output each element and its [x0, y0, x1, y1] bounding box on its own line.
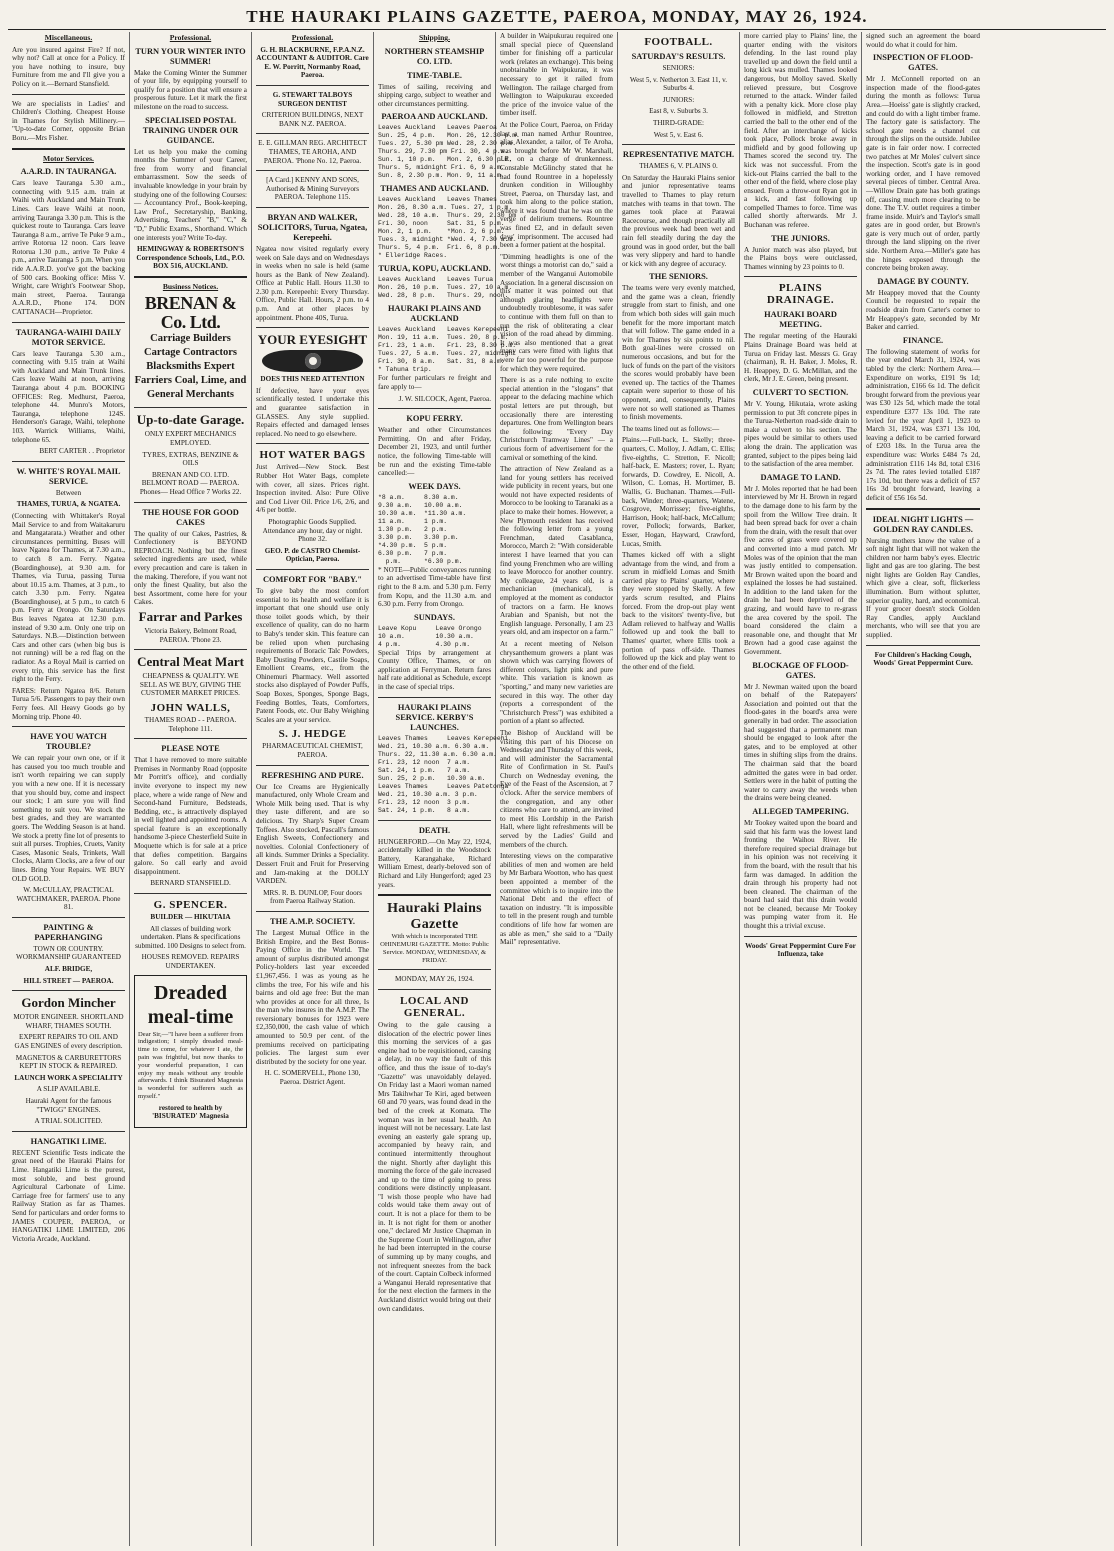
article-subheading: HAURAKI BOARD MEETING. — [764, 310, 837, 330]
ad-line: THAMES ROAD - - PAEROA. Telephone 111. — [144, 715, 237, 733]
ad-line: BUILDER — HIKUTAIA — [150, 913, 231, 922]
timetable: Leaves Thames Leaves Kerepeehi Wed. 21, 10.30 a.m. 6.30 a.m. Thurs. 22, 11.30 a.m. 6.30 a.m. Fri. 23, 12 noon 7 a.m. Sat. 24, 1 p.m. 7 a.m. Sun. 25, 2 p.m. 10.30 a.m. Leaves Thames Leaves Patetonga Wed. 21, 10.30 a.m. 3 p.m. Fri. 23, 12 noon 3 p.m. Sat. 24, 1 p.m. 8 a.m. — [378, 734, 509, 814]
ad-body: Cars leave Tauranga 5.30 a.m., connecting with 9.15 train at Waihi with Auckland and Main Trunk lines. Cars leave Waihi at noon, arriving Tauranga about 4 p.m. BOOKING OFFICES: Reg. Medhurst, Paeroa, telephone 44. Munro's Motors, Tauranga, telephone 124S. Henderson's Garage, Waihi, telephone 103. Warrick Williams, Waihi, telephone 65. — [12, 349, 125, 444]
column-7 — [740, 32, 862, 1546]
article-paragraph: At the Police Court, Paeroa, on Friday last a man named Arthur Rountree, alias Alexander, a tailor, of Te Aroha, was brought before Mr W. Marshall, J.P., on a charge of drunkenness. Constable McGlinchy stated that he had found Rountree in a hopelessly drunken condition in Willoughby Street, Paeroa, on Thursday last, and took him along to the police station, where it was found that he was on the verge of delirium tremens. Rountree was fined £2, and in default seven days' imprisonment. The accused had been a former patient at the hospital. — [500, 120, 613, 250]
ad-title: HANGATIKI LIME. — [30, 1136, 107, 1146]
ad-signature: MRS. R. B. DUNLOP, Four doors from Paeroa Railway Station. — [263, 888, 362, 906]
timetable: Leaves Auckland Leaves Turua Mon. 26, 10 p.m. Tues. 27, 10 a.m. Wed. 28, 8 p.m. Thurs. 29, noon. — [378, 276, 513, 300]
ad-line: restored to health by 'BISURATED' Magnesia — [152, 1103, 229, 1121]
ad-line: TYRES, EXTRAS, BENZINE & OILS — [142, 450, 239, 468]
ad-title: BRENAN & Co. Ltd. — [144, 293, 237, 333]
divider — [744, 936, 857, 937]
divider — [12, 94, 125, 95]
ad-title: IDEAL NIGHT LIGHTS — GOLDEN RAY CANDLES. — [872, 514, 974, 534]
column-3 — [252, 32, 374, 1546]
article-paragraph: A builder in Waipukurau required one small special piece of Queensland timber for finishing off a particular work (relates an exchange). This being unobtainable in Waipukurau, it was necessary to get it railed from Wellington. The railage charged from Wellington to Waipukurau exceeded the price of the invoice value of the timber itself. — [500, 32, 613, 118]
article-subheading: THE SENIORS. — [649, 272, 708, 282]
results-heading: JUNIORS: — [662, 95, 695, 104]
ad-title: HOT WATER BAGS — [259, 449, 366, 462]
ad-line: Hauraki Agent for the famous "TWIGG" ENGINES. — [25, 1097, 112, 1114]
ad-line: All classes of building work undertaken. Plans & specifications submitted. 100 Designs to select from. — [135, 924, 246, 950]
article-subheading: REPRESENTATIVE MATCH. — [622, 150, 735, 160]
ad-body: RECENT Scientific Tests indicate the great need of the Hauraki Plains for Lime. Hangatiki Lime is the purest, most soluble, and best ground Agricultural Carbonate of Lime. Carriage free for farmers' use to any Railway Station as far as Thames. Send for particulars and order forms to JAMES COUPER, PAEROA, or HANGATIKI LIME LIMITED, 206 Victoria Arcade, Auckland. — [12, 1148, 125, 1243]
article-subheading: THE JUNIORS. — [771, 233, 830, 243]
ad-title: HAVE YOU WATCH TROUBLE? — [30, 732, 107, 752]
column-6 — [618, 32, 740, 1546]
ad-title: Up-to-date Garage. — [136, 412, 245, 428]
timetable: Leaves Auckland Leaves Paeroa Sun. 25, 4 p.m. Mon. 26, 12.30 p.m. Tues. 27, 5.30 pm Wed. 28, 2.30 p.m. Thurs. 29, 7.30 pm Fri. 30, 4 p.m. Sun. 1, 10 p.m. Mon. 2, 6.30 p.m. Thurs. 5, midnight Fri. 6, 9 a.m. Sun. 8, 2.30 p.m. Mon. 9, 11 a.m. — [378, 124, 520, 180]
timetable-title: WEEK DAYS. — [408, 481, 461, 491]
ad-line: HILL STREET — PAEROA. — [23, 976, 114, 985]
ad-line: For Children's Hacking Cough, Woods' Great Peppermint Cure. — [873, 650, 973, 668]
ad-line: ALF. BRIDGE, — [44, 965, 93, 974]
ad-body: Ngatea now visited regularly every week on Sale days and on Wednesdays in weeks when no sale is held (same hours as the Bank of New Zealand). Office at Public Hall. Hours 11.30 to 2.30 p.m. Kerepeehi: Every Thursday. Office, Public Hall. Hours, 2 p.m. to 4 p.m. And at other places by appointment. Phone 40S, Turua. — [256, 244, 369, 322]
ad-title: Gordon Mincher — [21, 995, 116, 1011]
notice-title: DEATH. — [418, 825, 451, 835]
divider — [12, 148, 125, 150]
ad-card: G. STEWART TALBOYS SURGEON DENTIST — [272, 90, 353, 108]
divider — [866, 508, 980, 510]
divider — [378, 989, 491, 990]
divider — [256, 443, 369, 444]
ad-title: Central Meat Mart — [137, 654, 244, 670]
ad-card: [A Card.] KENNY AND SONS, Authorised & Mining Surveyors PAEROA. Telephone 115. — [265, 176, 360, 202]
ad-signature: J. W. SILCOCK, Agent, Paeroa. — [398, 394, 491, 403]
ad-title: NORTHERN STEAMSHIP CO. LTD. — [384, 46, 485, 66]
article-paragraph: There is as a rule nothing to excite special attention in the "slogans" that appear to the defacing machine which postal letters are put through, but occasionally there are interesting departures. One from Wellington bears the following: "Every Day Christchurch Tramway Lines" — a curious form of advertisement for the carnival or something of the kind. — [500, 376, 613, 462]
ad-title: PLEASE NOTE — [161, 744, 220, 754]
article-paragraph: more carried play to Plains' line, the quarter ending with the visitors defending. In the last round play travelled up and down the field until a long kick was mulled. Thames looked dangerous, but Molloy saved. Skelly relieved pressure, but Cosgrove returned to the attack. Winder failed with a penalty kick. More close play followed in midfield, and Stretton carried the ball to the other end of the field. After an interchange of kicks took place, Pollock broke away in midfield and by good following up Thames scored the second try. The kick was not successful. From the kick-out Plains carried the ball to the other end of the field, where close play ensued. From a throw-out Ryan got in a kick, and fast following up compelled Thames to force. Time was called shortly afterwards. Mr J. Buchanan was referee. — [744, 32, 857, 230]
timetable: Leaves Auckland Leaves Kerepeehi Mon. 19, 11 a.m. Tues. 20, 8 p.m. Fri. 23, 1 a.m. Fri. 23, 8.30 p.m. Tues. 27, 5 a.m. Tues. 27, midnight Fri. 30, 8 a.m. Sat. 31, 8 a.m. * Tahuna trip. — [378, 326, 517, 374]
divider — [378, 820, 491, 821]
divider — [134, 738, 247, 739]
column-4 — [374, 32, 520, 1546]
ad-title: SPECIALISED POSTAL TRAINING UNDER OUR GUIDANCE. — [142, 115, 239, 145]
ad-title: TURN YOUR WINTER INTO SUMMER! — [135, 46, 246, 66]
timetable-title: THAMES AND AUCKLAND. — [380, 184, 489, 194]
divider — [12, 1131, 125, 1132]
divider — [12, 917, 125, 918]
timetable-title: HAURAKI PLAINS AND AUCKLAND — [387, 304, 482, 324]
ad-line: HOUSES REMOVED. REPAIRS UNDERTAKEN. — [141, 953, 240, 970]
results-heading: SENIORS: — [662, 64, 695, 72]
divider — [256, 765, 369, 766]
divider — [256, 327, 369, 328]
ad-title: G. SPENCER. — [153, 899, 228, 912]
article-subheading: DAMAGE TO LAND. — [760, 472, 841, 482]
article-paragraph: The teams lined out as follows:— — [622, 424, 720, 433]
ad-title: TAURANGA-WAIHI DAILY MOTOR SERVICE. — [15, 327, 122, 347]
divider — [12, 322, 125, 323]
ad-signature: HEMINGWAY & ROBERTSON'S Correspondence Schools, Ltd., P.O. BOX 516, AUCKLAND. — [136, 245, 245, 271]
article-subheading: CULVERT TO SECTION. — [752, 388, 849, 397]
ad-line: Victoria Bakery, Belmont Road, PAEROA. 'Phone 23. — [144, 626, 237, 644]
ad-body: Just Arrived—New Stock. Best Rubber Hot Water Bags, complete with cover, all sizes. Prices right. Inspection invited. Also: Pure Olive and Cod Liver Oil. Price 1/6, 2/6, and 4/6 per bottle. — [256, 463, 369, 515]
dreaded-mealtime-ad — [134, 975, 247, 1128]
ad-line: Photographic Goods Supplied. Attendance any hour, day or night. Phone 32. — [262, 517, 363, 544]
ad-line: PHARMACEUTICAL CHEMIST, PAEROA. — [262, 742, 363, 760]
divider — [256, 911, 369, 912]
article-paragraph: Interesting views on the comparative abilities of men and women are held by Mr Barbara Wootton, who has quest been appointed a member of the committee which is to inquire into the National Debt and the effect of taxation on industry. "It is impossible to tell in the present rough and tumble conditions of life how far women are as able as men," she said to a "Daily Mail" representative. — [500, 852, 613, 947]
ad-signature: W. McCULLAY, PRACTICAL WATCHMAKER, PAEROA. Phone 81. — [16, 886, 121, 912]
ad-body: Make the Coming Winter the Summer of your life, by equipping yourself to qualify for a position that will ensure a prosperous future. Let it mark the first milestone on the road to success. — [134, 68, 247, 111]
article-paragraph: Thames kicked off with a slight advantage from the wind, and from a scrum in midfield Lomas and Smith carried play to Plains' quarter, where they were stopped by Skelly. A few yards scrum resulted, and Plains forced. From the drop-out play went back to the visitors' twenty-five, but Adlam relieved to halfway and Wallis followed up and took the ball to Thames' quarter, where Ellis took a portion of pass off-side. Thames followed up the kick and play went to the other end of the field. — [622, 551, 735, 671]
divider — [256, 133, 369, 134]
timetable: *8 a.m. 8.30 a.m. 9.30 a.m. 10.00 a.m. 10.30 a.m. *11.30 a.m. 11 a.m. 1 p.m. 1.30 p.m. 2 p.m. 3.30 p.m. 3.30 p.m. *4.30 p.m. 5 p.m. 6.30 p.m. 7 p.m. p.m. *6.30 p.m. — [378, 493, 467, 565]
timetable-title: PAEROA AND AUCKLAND. — [381, 112, 488, 122]
divider — [256, 85, 369, 86]
article-subheading: INSPECTION OF FLOOD-GATES. — [872, 53, 974, 73]
article-paragraph: The following statement of works for the year ended March 31, 1924, was tabled by the clerk: Northern Area.—Expenditure on works, £191 9s 1d; administration, £166 6s 1d. The deficit brought forward from the previous year was £30 12s 5d, which made the total expenditure £377 13s 10d. The rate levied for the year April 1, 1923 to March 31, 1924, was £371 13s 10d, leaving a deficit to be carried forward of £203 18s. In the Turua area the expenditure was: Works £484 7s 2d, administration £116 14s 8d, total £316 2s 7d. The rates levied totalled £187 17s 10d, but there was a deficit of £57 16s 3d brought forward, leaving a deficit of £56 16s 5d. — [866, 347, 980, 502]
divider — [134, 893, 247, 894]
eye-illustration — [262, 350, 363, 372]
ad-title: BRYAN AND WALKER, SOLICITORS, Turua, Ngatea, Kerepeehi. — [257, 212, 368, 242]
article-heading: FOOTBALL. — [644, 36, 713, 48]
divider — [256, 170, 369, 171]
divider — [134, 407, 247, 408]
ad-line: MOTOR ENGINEER. SHORTLAND WHARF, THAMES SOUTH. — [13, 1013, 124, 1030]
divider — [866, 645, 980, 646]
ad-title: YOUR EYESIGHT — [257, 332, 368, 348]
timetable: Leave Kopu Leave Orongo 10 a.m. 10.30 a.m. 4 p.m. 4.30 p.m. — [378, 624, 482, 648]
divider — [134, 649, 247, 650]
article-paragraph: "Dimming headlights is one of the worst things a motorist can do," said a member of the Wanganui Automobile Association. In a general discussion on this matter it was pointed out that although glaring headlights were undoubtedly troublesome, it was safer to continue with them full on than to run the risk of obliterating a clear vision of the road ahead by dimming. It was also mentioned that a great many cars were fitted with lights that were far too powerful for the purpose for which they were required. — [500, 252, 613, 373]
article-subheading: DAMAGE BY COUNTY. — [877, 276, 969, 286]
masthead: THE HAURAKI PLAINS GAZETTE, PAEROA, MONDAY, MAY 26, 1924. — [8, 4, 1106, 30]
article-subheading: ALLEGED TAMPERING. — [752, 806, 849, 816]
article-paragraph: The regular meeting of the Hauraki Plains Drainage Board was held at Turua on Friday last. Messrs G. Gray (chairman), R. H. Baker, J. Moles, R. H. Heappey, D. G. McMillan, and the clerk, Mr J. E. Green, being present. — [744, 332, 857, 384]
columns — [8, 32, 1106, 1546]
ad-title: PAINTING & PAPERHANGING — [34, 922, 103, 942]
ad-line: THAMES, TURUA, & NGATEA. — [16, 500, 121, 509]
section-heading: Professional. — [291, 33, 334, 42]
ad-body: Special Trips by arrangement at County Office, Thames, or on application at Ferryman. Return fares half rate additional as Schedule, except in the case of special trips. — [378, 648, 491, 692]
ad-card: G. H. BLACKBURNE, F.P.A.N.Z. ACCOUNTANT & AUDITOR. Care E. W. Porritt, Normanby Road, Paeroa. — [256, 45, 369, 80]
divider — [12, 726, 125, 727]
ad-line: Carriage Builders Cartage Contractors Blacksmiths Expert Farriers Coal, Lime, and General Merchants — [134, 333, 247, 401]
section-heading: Miscellaneous. — [44, 33, 93, 42]
ad-line: BRENAN AND CO. LTD. BELMONT ROAD — PAEROA. Phones— Head Office 7 Works 22. — [139, 470, 242, 497]
ad-line: ONLY EXPERT MECHANICS EMPLOYED. — [144, 430, 237, 448]
divider — [378, 894, 491, 896]
ad-title: COMFORT FOR "BABY." — [262, 574, 363, 584]
column-8 — [862, 32, 984, 1546]
article-paragraph: Mr J. McConnell reported on an inspection made of the flood-gates during the month as follows: Turua Area.—Hoeiss' gate is slightly cracked, and could do with a light timber frame. The factory gate is satisfactory. The school gate needs a channel cut through the slips on the outside. Jubilee gate is in fair order now. I corrected two patches at Mr Moles' culvert since the inspection. Scott's gate is in good working order, and I have removed several pieces of timber. Central Area.—Willow Drain gate has both gratings off, causing much more clearing to be done. The T.V. outlet requires a timber frame inside. Muir's and Taylor's small gates are in good order, but Brown's gate is very much out of order, partly through the land slipping on the river side. Northern Area.—Miller's gate has the hinges exposed through the concrete being broken away. — [866, 75, 980, 273]
ad-body: Our Ice Creams are Hygienically manufactured, only Whole Cream and Whole Milk being used. That is why they taste different, and are so delicious. Try Sharp's Super Cream Toffees. Also stocked, Pascall's famous English Sweets, Confectionery and novelties. Colonial Confectionery of all kinds. Summer Drinks a Speciality. Dessert Fruit and Fruit for Preserving and Jam-making at the DOLLY VARDEN. — [256, 782, 369, 886]
article-paragraph: Mr Tookey waited upon the board and said that his farm was the lowest land fronting the Waihou River. He therefore required special drainage but in his opinion was not receiving it from the board, with the result that his farm was damaged. In addition the drain through his property had not been cleaned. The chairman of the board had said that this drain would not be cleaned, because Mr Tookey was pumping water from it. He thought this a trivial excuse. — [744, 818, 857, 931]
ad-title: THE HOUSE FOR GOOD CAKES — [142, 507, 239, 527]
section-heading: Business Notices. — [162, 281, 219, 291]
article-subheading: SATURDAY'S RESULTS. — [631, 52, 726, 61]
gazette-date: MONDAY, MAY 26, 1924. — [395, 975, 474, 984]
ad-signature: H. C. SOMERVELL, Phone 130, Paeroa. District Agent. — [264, 1069, 361, 1087]
article-subheading: BLOCKAGE OF FLOOD-GATES. — [752, 660, 849, 680]
article-paragraph: Mr J. Newman waited upon the board on behalf of the Ratepayers' Association and pointed out that the flood-gates in the board's area were generally in bad order. The association had suggested that a permanent man should be engaged to look after the gates, and to be employed at other times in shifting slips from the drains. The chairman said that the board admitted the gates were in bad order. Settlers were in the habit of putting the water to carry away the weeds when the drains were being cleaned. — [744, 682, 857, 803]
ad-body: That I have removed to more suitable Premises in Normanby Road (opposite Mr Porritt's office), and cordially invite everyone to inspect my new place, where a wide range of New and Second-hand Furniture, Bedsteads, Bedding, etc., is attractively displayed in well lighted and appointed rooms. A special feature is an exceptionally handsome 3-piece Chesterfield Suite in Moquette which is for sale at a price that defies competition. Bargains galore. So call early and avoid disappointment. — [134, 756, 247, 876]
section-heading: Professional. — [169, 33, 212, 42]
divider — [134, 502, 247, 503]
ad-title: S. J. HEDGE — [278, 728, 347, 741]
ad-title: JOHN WALLS, — [150, 701, 231, 714]
gazette-subtitle: With which is incorporated THE OHINEMURI GAZETTE. Motto: Public Service. MONDAY, WEDNESDAY, & FRIDAY. — [380, 933, 489, 964]
ad-line: A TRIAL SOLICITED. — [34, 1117, 103, 1126]
section-heading: Shipping. — [418, 33, 451, 42]
results-line: East 8, v. Suburbs 3. — [649, 107, 708, 116]
article-paragraph: Mr J. Moles reported that he had been interviewed by Mr H. Brown in regard to the damage done to his farm by the spoil from the Willow Tree drain. It had been spread back for over a chain from the drain, with the result that over five acres of grass were covered up and converted into a mud patch. Mr Moles was of the opinion that the man was justly entitled to compensation. Mr Brown waited upon the board and explained the losses he had sustained. In addition to the land taken for the drain he had been deprived of the grazing, and would have to re-grass the area covered by the spoil. The board considered the claim a reasonable one, and thought that Mr Brown had a good case against the Government. — [744, 484, 857, 657]
ad-body: For further particulars re freight and fare apply to— — [378, 374, 491, 391]
insurance-ad: Are you insured against Fire? If not, why not? Call at once for a Policy. If you have nothing to insure, buy Furniture from me and I'll give you a Policy on it.—Bernard Stansfield. — [12, 45, 125, 88]
ad-title: HAURAKI PLAINS SERVICE. KERBY'S LAUNCHES. — [395, 702, 474, 732]
article-paragraph: signed such an agreement the board would do what it could for him. — [866, 32, 980, 49]
article-paragraph: Mr V. Young, Hikutaia, wrote asking permission to put 3ft concrete pipes in the Turua-Netherton road-side drain to make a culvert to his section. The pipes would be similar to others used along the drain. The application was granted, subject to the pipes being laid to the satisfaction of the area member. — [744, 400, 857, 469]
results-line: THAMES 6, V. PLAINS 0. — [639, 162, 718, 171]
ad-line: CHEAPNESS & QUALITY. WE SELL AS WE BUY, GIVING THE CUSTOMER MARKET PRICES. — [139, 672, 242, 698]
results-heading: THIRD-GRADE: — [652, 118, 705, 127]
article-body: Owing to the gale causing a dislocation of the electric power lines this morning the services of a gas engine had to be requisitioned, causing a delay, in no way the fault of this office, and thus the issue of to-day's "Gazette" was unavoidably delayed. On Friday last a Maori woman named Mrs Takihwhar Te Kiri, aged between 60 and 70 years, was found dead in the bed of the creek at Komata. The woman was in her usual health. An inquest will not be necessary. Late last evening an easterly gale sprang up, accompanied by heavy rain, and continued intermittently throughout the night. Shortly after daylight this morning the force of the gale increased and up to the time of going to press conditions were distinctly unpleasant. "I wish those people who have had colds would take them away out of court. It is not a place for them to be in. It is not right for them or another one," declared Mr Justice Chapman in the Supreme Court in Wellington, after he had been interrupted in the course of summing up by many coughs, and not infrequent sneezes from the back of the court. Captain Colbeck informed a Wanganui Herald representative that for the next election the farmers in the Auckland district would bring out their own candidates. — [378, 1021, 491, 1313]
ad-title: Dreaded — [154, 981, 227, 1004]
ad-line: DOES THIS NEED ATTENTION — [260, 375, 365, 384]
ad-body: The quality of our Cakes, Pastries, & Confectionery is BEYOND REPROACH. Nothing but the finest selected ingredients are used, while every precaution and care is taken in the making. Therefore, if you want not only the finest Quality, but also the best Assortment, come here for your Cakes. — [134, 529, 247, 607]
ad-body: Times of sailing, receiving and shipping cargo, subject to weather and other circumstances permitting. — [378, 82, 491, 108]
results-line: West 5, v. East 6. — [653, 130, 704, 139]
ad-line: A SLIP AVAILABLE. — [36, 1085, 101, 1094]
divider — [744, 276, 857, 277]
article-subheading: FINANCE. — [902, 335, 944, 345]
ad-title: KOPU FERRY. — [406, 414, 463, 424]
ad-body: If defective, have your eyes scientifically tested. I undertake this and guarantee satisfaction in GLASSES. Any style supplied. Repairs effected and damaged lenses replaced. No need to go elsewhere. — [256, 386, 369, 438]
ad-body: Cars leave Tauranga 5.30 a.m., connecting with 9.15 a.m. train at Waihi with Auckland and Main Trunk Lines. Cars leave Waihi at noon, arriving Tauranga 3.30 p.m. This is the quickest route to Tauranga. Cars leave Tauranga 8 a.m., arrive Te Puke 9 a.m., arrive Rotorua 12 noon. Cars leave Rotorua 1.30 p.m., arrive Te Puke 4 p.m., arrive Tauranga 5 p.m. When you ride A.A.R.D. you've got the backing of 500 cars. Booking office: Miss V. Wright, care Wright's Footwear Shop, main street, Paeroa. Tauranga A.A.R.D., Phone 174. DON CATTANACH—Proprietor. — [12, 179, 125, 317]
article-paragraph: At a recent meeting of Nelson chrysanthemum growers a plant was shown which was carrying flowers of different colours, light pink and pure white. This variation is known as "sporting," and many new varieties are secured in this way. The other day (reports a correspondent of the "Christchurch Press") was exhibited a portion of a plant so affected. — [500, 639, 613, 726]
article-paragraph: Mr Heappey moved that the County Council be requested to repair the roadside drain from Carter's corner to Mr Heappey's gate, seconded by Mr Baker and carried. — [866, 288, 980, 332]
divider — [256, 207, 369, 208]
article-heading: PLAINS DRAINAGE. — [766, 282, 835, 307]
ad-body: Let us help you make the coming months the Summer of your Career, free from worry and financial embarrassment. Sow the seeds of invaluable knowledge in your brain by studying one of the following Courses:— Accountancy Prof., Book-keeping, Law Prof., Secretaryship, Banking, Advertising, Teachers' "B," "C," & "D," Public Exams., Shorthand. Which one interests you? Write To-day. — [134, 147, 247, 242]
divider — [378, 408, 491, 409]
ad-line: EXPERT REPAIRS TO OIL AND GAS ENGINES of every description. — [14, 1033, 123, 1051]
ad-signature: BERNARD STANSFIELD. — [150, 879, 231, 888]
ad-card: E. E. GILLMAN REG. ARCHITECT THAMES, TE AROHA, AND PAEROA. 'Phone No. 12, Paeroa. — [258, 139, 367, 165]
death-notice: HUNGERFORD.—On May 22, 1924, accidentally killed in the Woodstock Battery, Karangahake, Richard William Ernest, dearly-beloved son of Richard and Lily Hungerford; aged 23 years. — [378, 837, 491, 889]
article-paragraph: The attraction of New Zealand as a land for young settlers has received wide publicity in recent years, but one would not have expected residents of Morocco to be looking to Taranaki as a place to make their homes. However, a New Plymouth resident has received the following letter from a young Frenchman, dated Casablanca, Morocco, March 2: "With considerable interest I have learned that you can find young Frenchmen who are willing to leave Morocco for another country. My colleague, 24 years old, is a mechanician (mechanical), is employed at the moment as conductor of tractors on a farm. He knows Arabian and Spanish, but not the English language. Personally, I am 23 years old, and am inspector on a farm." — [500, 465, 613, 637]
divider — [256, 569, 369, 570]
ad-line: LAUNCH WORK A SPECIALITY — [14, 1073, 123, 1082]
ad-body: We can repair your own one, or if it has caused you too much trouble and isn't worth repairing we can supply you with a new one. If it is necessary that you should buy, come and inspect our stock; I am sure you will find something to suit you. We stock the best grades, and they are warranted goers. The Wedding Season is at hand. We stock a pretty fine lot of presents to suit all purses. Trophies, Cruets, Vanity Cases, Masonic Seals, Trinkets, Wall Clocks, Alarm Clocks, are a few of our lines. Bring Your Repairs. WE BUY OLD GOLD. — [12, 754, 125, 883]
ad-title: REFRESHING AND PURE. — [261, 770, 364, 780]
column-2 — [130, 32, 252, 1546]
ad-line: MAGNETOS & CARBURETTORS KEPT IN STOCK & REPAIRED. — [15, 1053, 122, 1071]
timetable: Leaves Auckland Leaves Thames Mon. 26, 8.30 a.m. Tues. 27, 1 p.m. Wed. 28, 10 a.m. Thurs. 29, 2.30 pm Fri. 30, noon Sat. 31, 5 p.m. Mon. 2, 1 p.m. *Mon. 2, 6 p.m. Tues. 3, midnight *Wed. 4, 7.30 a.m. Thurs. 5, 4 p.m. Fri. 6, 8 p.m. * Elleridge Races. — [378, 196, 517, 260]
ad-body: To give baby the most comfort essential to its health and welfare it is important that one should use only those toilet goods which, by their excellence of quality, can do no harm to Baby's tender skin. This feature can be relied upon when purchasing requirements of Boracic Talc Powders, Baby Dusting Powders, Castile Soaps, Emollient Creams, etc., from the Ohinemuri Pharmacy. Well assorted stocks also displayed of Powder Puffs, Soap Boxes, Sponges, Sponge Bags, Feeding Bottles, Teats, Comforters, Patent Foods, etc. Our Baby Weighing Scales are at your service. — [256, 586, 369, 724]
ad-body: * NOTE—Public conveyances running to an advertised Time-table have first right to the 8 a.m. and 5.30 p.m. Ferry from Kopu, and the 11.30 a.m. and 6.30 p.m. Ferry from Orongo. — [378, 565, 491, 609]
ad-card: CRITERION BUILDINGS, NEXT BANK N.Z. PAEROA. — [261, 111, 364, 128]
column-1 — [8, 32, 130, 1546]
article-paragraph: Plains.—Full-back, L. Skelly; three-quarters, C. Molloy, J. Adlam, C. Ellis; five-eighths, C. Stretton, F. Nicoll; half-back, E. Masters; rover, L. Ryan; forwards, D. Cowdrey, E. Nicoll, A. Wilson, C. Lomas, H. Mortimer, B. Wallis, G. Buchanan. Thames.—Full-back, Winder; three-quarters, Watene, Cosgrove, Morrissey; five-eighths, Harrison, Hook; half-back, McCallum; rover, Pollock; forwards, Barker, Esser, Hogan, Hayward, Crawford, Lucas, Smith. — [622, 436, 735, 548]
article-paragraph: The Bishop of Auckland will be visiting this part of his Diocese on Wednesday and Thursday of this week, and will administer the Sacramental Rite of Confirmation in St. Paul's Church on Wednesday evening, the Eve of the Feast of the Ascension, at 7 o'clock. After the service members of the congregation, and any other citizens who care to attend, are invited to meet His Lordship in the Parish Hall, where light refreshments will be served by the Ladies' Guild and members of the church. — [500, 728, 613, 849]
article-paragraph: On Saturday the Hauraki Plains senior and junior representative teams travelled to Thames to play return matches with teams in that town. The games took place at Parawai Racecourse, and though practically all the previous week had been wet and rain fell steadily during the day the ground was in good order, but the ball was very slippery and hard to handle or kick with any degree of accuracy. — [622, 173, 735, 268]
ad-title: A.A.R.D. IN TAURANGA. — [20, 167, 117, 177]
ad-subtitle: TIME-TABLE. — [407, 70, 462, 80]
timetable-title: SUNDAYS. — [414, 612, 455, 622]
ad-signature: GEO. P. de CASTRO Chemist-Optician, Paeroa. — [264, 546, 361, 564]
ad-title: THE A.M.P. SOCIETY. — [269, 916, 355, 926]
divider — [12, 461, 125, 462]
ad-title: Farrar and Parkes — [138, 608, 243, 624]
ad-body: Weather and other Circumstances Permitting. On and after Friday, December 21, 1923, and until further notice, the following Time-table will be run and the existing Time-table cancelled:— — [378, 426, 491, 478]
article-paragraph: A Junior match was also played, but the Plains boys were outclassed, Thames winning by 23 points to 0. — [744, 245, 857, 271]
section-heading: Motor Services. — [43, 153, 94, 163]
gazette-nameplate: Hauraki Plains Gazette — [387, 901, 482, 933]
ad-line: TOWN OR COUNTRY. WORKMANSHIP GUARANTEED — [16, 944, 121, 962]
timetable-title: TURUA, KOPU, AUCKLAND. — [378, 264, 491, 274]
results-line: West 5, v. Netherton 3. East 11, v. Suburbs 4. — [629, 75, 728, 93]
ad-body: Dear Sir,—"I have been a sufferer from indigestion; I simply dreaded meal-time to come, for whatever I ate, the pain was frightful, but now thanks to your wonderful preparation, I can enjoy my meals without any trouble afterwards. I think Bisurated Magnesia is wonderful for sufferers such as myself." — [138, 1030, 243, 1100]
ad-body: FARES: Return Ngatea 8/6. Return Turua 5/6. Passengers to pay their own Ferry fees. All Heavy Goods go by Morning trip. Phone 40. — [12, 686, 125, 721]
ad-title: W. WHITE'S ROYAL MAIL SERVICE. — [16, 466, 121, 486]
divider — [622, 144, 735, 145]
divider — [134, 276, 247, 278]
divider — [378, 969, 491, 970]
ad-body: The Largest Mutual Office in the British Empire, and the Best Bonus-Paying Office in the World. The amount of surplus distributed amongst Policy-holders last year exceeded £1,967,456. I was as young as he climbs the tree, For his wife and his bairns and old age free: But the man who provides at once for all three, Is the man who insures in the A.M.P. The reversionary bonuses for 1923 were £2,350,000, the cash value of which amounted to 50.9 per cent. of the premiums received on participating policies. The largest sum ever distributed by the society for one year. — [256, 928, 369, 1066]
ad-line: Between — [55, 488, 82, 497]
divider — [378, 697, 491, 698]
ad-proprietor: BERT CARTER . . Proprietor — [39, 447, 125, 456]
ad-body: Nursing mothers know the value of a soft night light that will not waken the children nor harm baby's eyes. Electric light and gas are too glaring. The best night lights are Golden Ray Candles, which give a clear, soft, flickerless illumination. Burn without splutter, superior quality, hard, and economical. If your grocer doesn't stock Golden Ray Candles, apply Auckland merchants, who will see that you are supplied. — [866, 536, 980, 640]
ad-line: Woods' Great Peppermint Cure For Influenza, take — [745, 941, 856, 959]
article-heading: LOCAL AND GENERAL. — [400, 995, 469, 1019]
column-5 — [496, 32, 618, 1546]
divider — [12, 990, 125, 991]
clothing-ad: We are specialists in Ladies' and Children's Clothing. Cheapest House in Thames for Stylish Millinery.— "Up-to-date Corner, opposite Brian Boru.—Mrs Fisher. — [12, 99, 125, 142]
ad-body: (Connecting with Whittaker's Royal Mail Service to and from Waitakaruru and Mangatarata.) Weather and other circumstances permitting. Buses will leave Ngatea for Thames, at 7.30 a.m., to catch 8 a.m. Ferry. Ngatea (Boardinghouse), at 9.30 a.m. for Thames, via Turua, passing Turua about 10.15 a.m. Thames, at 3 p.m., to catch 3.30 p.m. Ferry. Ngatea (Boardinghouse), at 5 p.m., to catch 6 p.m. Ferry at Orongo. On Saturdays Bus leaves Ngatea at 12.30 p.m. instead of 9.30 a.m. Only one trip on Saturdays. N.B.—Distinction between Cars and other cars (when big bus is not running) will be a red flag on the radiator. As a Royal Mail is carried on every trip, this service has the first right to the Ferry. — [12, 511, 125, 684]
article-paragraph: The teams were very evenly matched, and the game was a clean, friendly struggle from start to finish, and one from which both sides will gain much benefit for the more important match that will follow. The game ended in a win for Thames by six points to nil. Both goal-lines were crossed on numerous occasions, and but for the luck of funds on the part of the visitors the scores would probably have been evened up. The tactics of the Thames captain were superior to those of his opponent, and, consequently, Plains were not so well stationed as Thames to finish movements. — [622, 284, 735, 422]
ad-title: meal-time — [147, 1005, 234, 1028]
